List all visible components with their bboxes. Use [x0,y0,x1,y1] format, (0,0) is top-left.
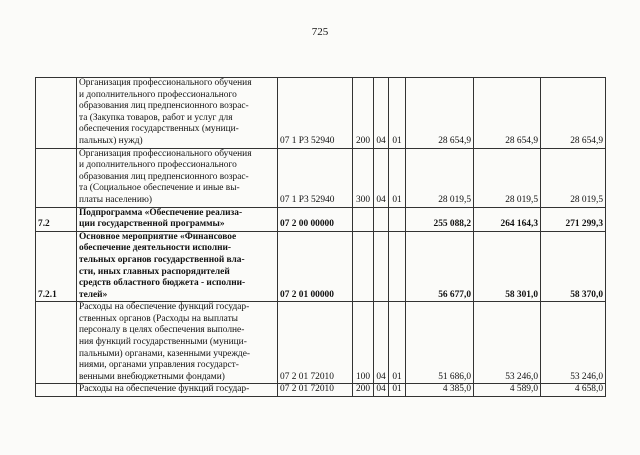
row-name-line: Организация профессионального обучения [79,78,252,88]
row-sum-year-1: 28 654,9 [406,78,474,149]
row-sum-year-1: 56 677,0 [406,231,474,302]
row-sum-year-1: 51 686,0 [406,302,474,384]
row-sum-year-3: 53 246,0 [541,302,606,384]
row-name [77,384,278,397]
row-name-line: сти, иных главных распорядителей [79,266,230,277]
table-row [36,78,606,149]
row-number [36,384,77,397]
row-sum-year-2: 4 589,0 [474,384,541,397]
row-name-line: ниями, органами управления государст- [79,360,239,371]
row-name-line: ния функций государственными (муници- [79,337,247,348]
row-section: 04 [374,302,389,384]
row-sum-year-2: 53 246,0 [474,302,541,384]
row-name-line: Организация профессионального обучения [79,148,252,159]
row-name [77,207,278,231]
row-kvr: 100 [353,302,374,384]
row-number [36,78,77,149]
row-name-line: Подпрограмма «Обеспечение реализа- [79,207,243,218]
table-row [36,384,606,397]
row-kvr: 300 [353,148,374,207]
row-sum-year-1: 4 385,0 [406,384,474,397]
row-kvr: 200 [353,384,374,397]
row-number [36,148,77,207]
row-sum-year-3: 28 654,9 [541,78,606,149]
row-name-line: платы населению) [79,194,152,205]
row-name-line: ции государственной программы» [79,219,225,230]
row-sum-year-3: 4 658,0 [541,384,606,397]
row-sum-year-2: 264 164,3 [474,207,541,231]
row-kvr [353,231,374,302]
page-number: 725 [311,26,329,38]
row-name-line: телей» [79,289,108,300]
row-code: 07 2 01 72010 [278,384,353,397]
row-section: 04 [374,384,389,397]
row-code: 07 2 01 00000 [278,231,353,302]
row-name [77,148,278,207]
row-name-line: средств областного бюджета - исполни- [79,278,246,289]
row-sum-year-2: 58 301,0 [474,231,541,302]
row-subsection: 01 [389,78,406,149]
table-body [36,78,606,397]
row-subsection: 01 [389,302,406,384]
row-number: 7.2 [36,207,77,231]
row-sum-year-3: 28 019,5 [541,148,606,207]
row-name-line: и дополнительного профессионального [79,89,237,100]
row-sum-year-1: 28 019,5 [406,148,474,207]
row-code: 07 2 00 00000 [278,207,353,231]
row-name-line: Основное мероприятие «Финансовое [79,231,237,242]
row-section [374,207,389,231]
row-name-line: обеспечение деятельности исполни- [79,243,232,254]
row-name-line: та (Закупка товаров, работ и услуг для [79,112,233,123]
row-sum-year-3: 58 370,0 [541,231,606,302]
table-row [36,231,606,302]
row-code: 07 2 01 72010 [278,302,353,384]
row-sum-year-2: 28 019,5 [474,148,541,207]
row-kvr [353,207,374,231]
row-section [374,231,389,302]
row-subsection [389,231,406,302]
row-name-line: образования лиц предпенсионного возрас- [79,101,249,112]
row-subsection: 01 [389,384,406,397]
table-row [36,302,606,384]
budget-table [35,77,606,397]
row-name-line: и дополнительного профессионального [79,160,237,171]
row-name [77,78,278,149]
table-row [36,207,606,231]
row-section: 04 [374,148,389,207]
row-name-line: ственных органов (Расходы на выплаты [79,313,238,324]
row-name-line: тельных органов государственной вла- [79,254,245,265]
row-name-line: та (Социальное обеспечение и иные вы- [79,183,240,194]
row-subsection [389,207,406,231]
table-row [36,148,606,207]
row-sum-year-1: 255 088,2 [406,207,474,231]
row-name-line: Расходы на обеспечение функций государ- [79,302,250,313]
row-sum-year-3: 271 299,3 [541,207,606,231]
row-code: 07 1 P3 52940 [278,148,353,207]
row-name-line: пальными) органами, казенными учрежде- [79,348,250,359]
row-name-line: венными внебюджетными фондами) [79,371,225,382]
row-name-line: пальных) нужд) [79,135,143,146]
row-name [77,231,278,302]
row-sum-year-2: 28 654,9 [474,78,541,149]
row-code: 07 1 P3 52940 [278,78,353,149]
row-name-line: персоналу в целях обеспечения выполне- [79,325,245,336]
row-name-line: образования лиц предпенсионного возрас- [79,171,249,182]
row-kvr: 200 [353,78,374,149]
row-name-line: обеспечения государственных (муници- [79,124,239,135]
row-name [77,302,278,384]
row-subsection: 01 [389,148,406,207]
row-number [36,302,77,384]
row-number: 7.2.1 [36,231,77,302]
row-name-line: Расходы на обеспечение функций государ- [79,384,250,395]
row-section: 04 [374,78,389,149]
